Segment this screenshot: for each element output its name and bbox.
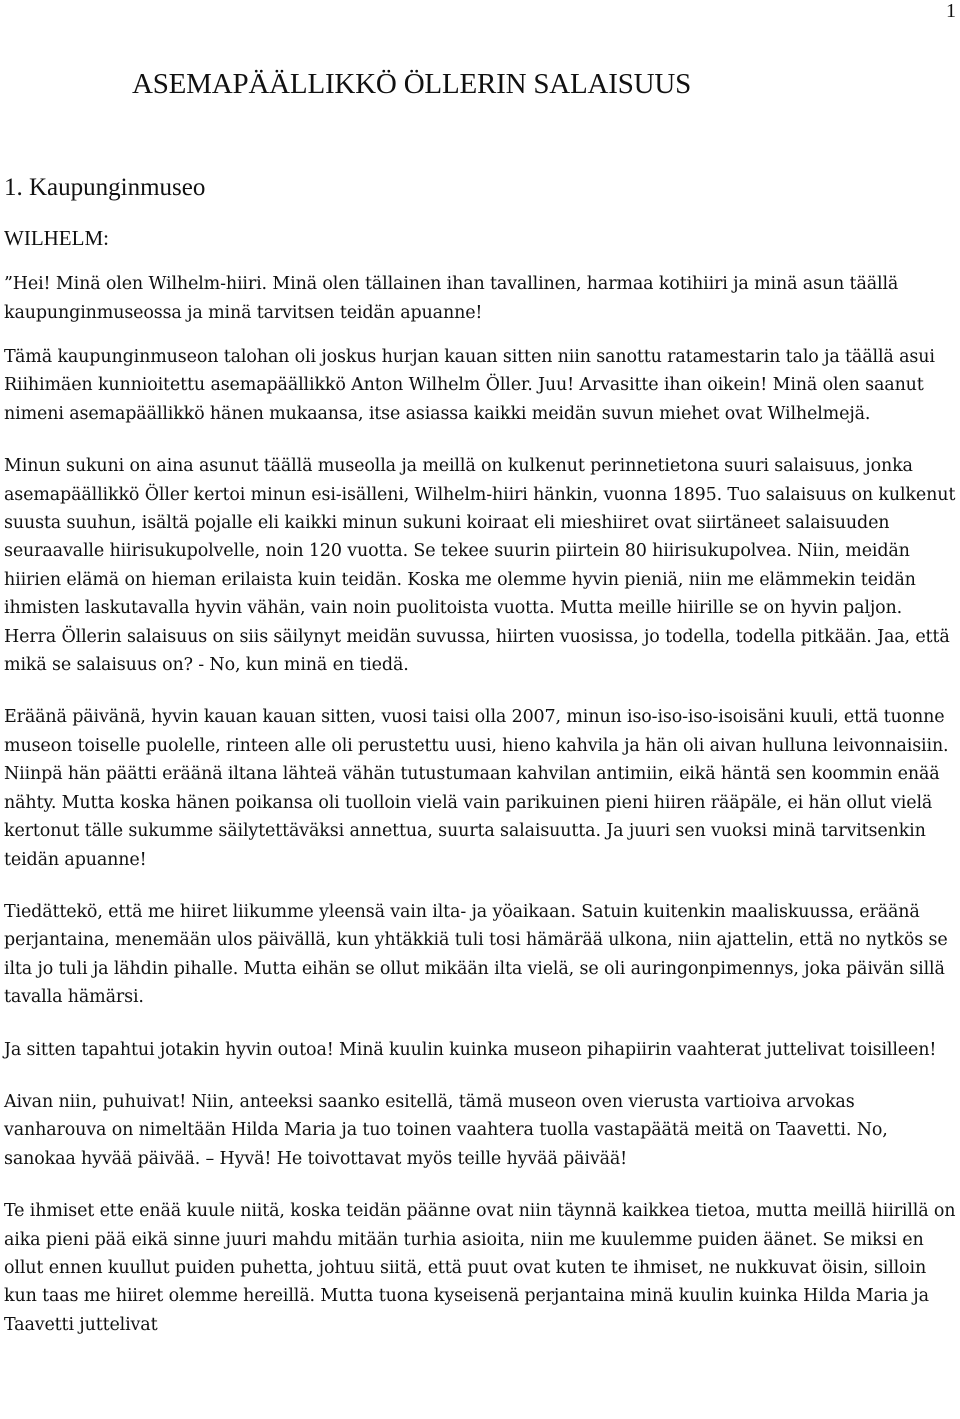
paragraph: Tämä kaupunginmuseon talohan oli joskus hurjan kauan sitten niin sanottu ratamestarin talo ja täällä asui Riihimäen kunnioitettu asemapäällikkö Anton Wilhelm Öller. Juu! Arvasitte ihan oikein! Minä olen saanut nimeni asemapäällikkö hänen mukaansa, itse asiassa kaikki meidän suvun miehet ovat Wilhelmejä. [4, 347, 935, 424]
section-heading: 1. Kaupunginmuseo [4, 174, 206, 201]
paragraph: Ja sitten tapahtui jotakin hyvin outoa! Minä kuulin kuinka museon pihapiirin vaahterat juttelivat toisilleen! [4, 1039, 937, 1060]
paragraph: Tiedättekö, että me hiiret liikumme yleensä vain ilta- ja yöaikaan. Satuin kuitenkin maaliskuussa, eräänä perjantaina, menemään ulos päivällä, kun yhtäkkiä tuli tosi hämärää ulkona, niin ajattelin, että no nytkös se ilta jo tuli ja lähdin pihalle. Mutta eihän se ollut mikään ilta vielä, se oli auringonpimennys, joka päivän sillä tavalla hämärsi. [4, 901, 948, 1008]
body-text [4, 343, 956, 1363]
paragraph: Aivan niin, puhuivat! Niin, anteeksi saanko esitellä, tämä museon oven vierusta vartioiva arvokas vanharouva on nimeltään Hilda Maria ja tuo toinen vaahtera tuolla vastapäätä meitä on Taavetti. No, sanokaa hyvää päivää. – Hyvä! He toivottavat myös teille hyvää päivää! [4, 1091, 888, 1169]
page-number: 1 [946, 0, 956, 22]
paragraph: Eräänä päivänä, hyvin kauan kauan sitten, vuosi taisi olla 2007, minun iso-iso-iso-isoisäni kuuli, että tuonne museon toiselle puolelle, rinteen alle oli perustettu uusi, hieno kahvila ja hän oli aivan hulluna leivonnaisiin. Niinpä hän päätti eräänä iltana lähteä vähän tutustumaan kahvilan antimiin, eikä häntä sen koommin enää nähty. Mutta koska hänen poikansa oli tuolloin vielä vain parikuinen pieni hiiren rääpäle, ei hän ollut vielä kertonut tälle sukumme säilytettäväksi annettua, suurta salaisuutta. Ja juuri sen vuoksi minä tarvitsenkin teidän apuanne! [4, 707, 949, 870]
paragraph: Minun sukuni on aina asunut täällä museolla ja meillä on kulkenut perinnetietona suuri salaisuus, jonka asemapäällikkö Öller kertoi minun esi-isälleni, Wilhelm-hiiri hänkin, vuonna 1895. Tuo salaisuus on kulkenut suusta suuhun, isältä pojalle eli kaikki minun sukuni koiraat eli mieshiiret ovat siirtäneet salaisuuden seuraavalle hiirisukupolvelle, noin 120 vuotta. Se tekee suurin piirtein 80 hiirisukupolvea. Niin, meidän hiirien elämä on hieman erilaista kuin teidän. Koska me olemme hyvin pieniä, niin me elämmekin teidän ihmisten laskutavalla hyvin vähän, vain noin puolitoista vuotta. Mutta meille hiirille se on hyvin paljon. Herra Öllerin salaisuus on siis säilynyt meidän suvussa, hiirten vuosissa, jo todella, todella pitkään. Jaa, että mikä se salaisuus on? - No, kun minä en tiedä. [4, 456, 956, 676]
intro-paragraph: ”Hei! Minä olen Wilhelm-hiiri. Minä olen tällainen ihan tavallinen, harmaa kotihiiri ja minä asun täällä kaupunginmuseossa ja minä tarvitsen teidän apuanne! [4, 274, 899, 323]
document-title: ASEMAPÄÄLLIKKÖ ÖLLERIN SALAISUUS [132, 68, 692, 100]
speaker-label: WILHELM: [4, 226, 109, 250]
paragraph: Te ihmiset ette enää kuule niitä, koska teidän päänne ovat niin täynnä kaikkea tietoa, mutta meillä hiirillä on aika pieni pää eikä sinne juuri mahdu mitään turhia asioita, niin me kuulemme puiden äänet. Se miksi en ollut ennen kuullut puiden puhetta, johtuu siitä, että puut ovat kuten te ihmiset, ne nukkuvat öisin, silloin kun taas me hiiret olemme hereillä. Mutta tuona kyseisenä perjantaina minä kuulin kuinka Hilda Maria ja Taavetti juttelivat [4, 1201, 956, 1335]
